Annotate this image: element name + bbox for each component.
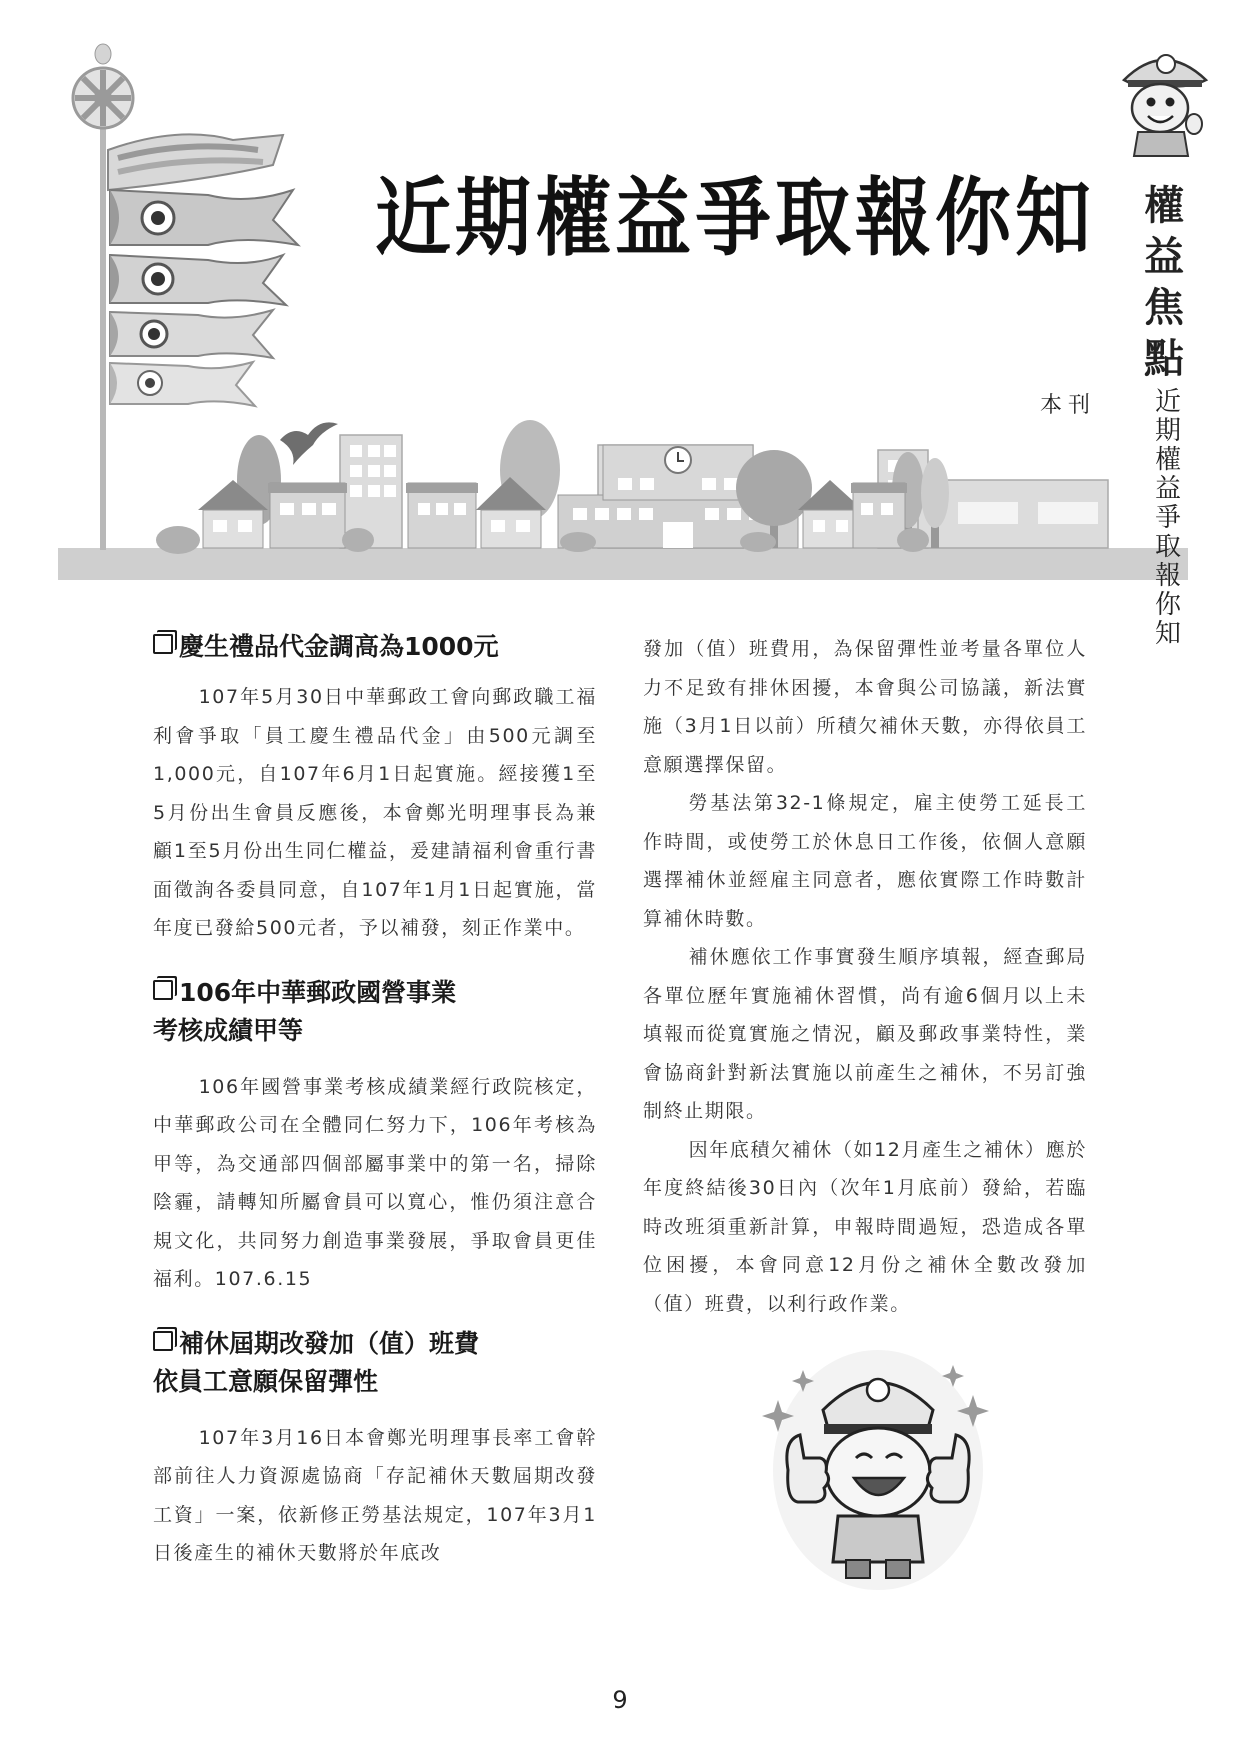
side-title-char: 近 xyxy=(1154,387,1181,417)
side-title-char: 取 xyxy=(1154,532,1181,562)
bird-icon xyxy=(280,422,338,465)
carp-flag-icon xyxy=(110,190,298,245)
header-illustration xyxy=(58,40,1188,590)
paragraph: 補休應依工作事實發生順序填報，經查郵局各單位歷年實施補休習慣，尚有逾6個月以上未填報而從寬實施之情況，顧及郵政事業特性，業會協商針對新法實施以前產生之補休，不另訂強制終止期限。 xyxy=(643,946,1087,1122)
pinwheel-icon xyxy=(73,44,133,128)
section-heading xyxy=(153,974,597,1050)
continued-paragraph: 發加（值）班費用，為保留彈性並考量各單位人力不足致有排休困擾，本會與公司協議，新法實施（3月1日以前）所積欠補休天數，亦得依員工意願選擇保留。 xyxy=(643,638,1087,776)
side-title-char: 你 xyxy=(1154,590,1181,620)
section-label xyxy=(1140,180,1188,384)
side-title-char: 權 xyxy=(1154,445,1181,475)
page-title: 近期權益爭取報你知 xyxy=(375,167,1095,268)
heading-text-line2: 考核成績甲等 xyxy=(153,1015,304,1045)
side-title-char: 期 xyxy=(1154,416,1181,446)
side-title-char: 報 xyxy=(1154,561,1181,591)
side-title-char: 爭 xyxy=(1154,503,1181,533)
section-heading xyxy=(153,1325,597,1401)
left-column xyxy=(153,628,597,1573)
carp-flag-icon xyxy=(110,362,255,406)
checkbox-bullet-icon xyxy=(153,1331,173,1351)
section-body: 106年國營事業考核成績業經行政院核定，中華郵政公司在全體同仁努力下，106年考核為甲等，為交通部四個部屬事業中的第一名，掃除陰霾，請轉知所屬會員可以寬心，惟仍須注意合規文化，共同努力創造事業發展，爭取會員更佳福利。107.6.15 xyxy=(153,1075,597,1290)
section-label-char: 益 xyxy=(1144,233,1184,280)
checkbox-bullet-icon xyxy=(153,634,173,654)
page-number: 9 xyxy=(612,1686,628,1714)
police-mascot-icon xyxy=(1118,46,1210,158)
house-icon xyxy=(406,483,478,548)
vertical-article-title xyxy=(1148,388,1188,649)
section-body: 107年3月16日本會鄭光明理事長率工會幹部前往人力資源處協商「存記補休天數屆期改發工資」一案，依新修正勞基法規定，107年3月1日後產生的補休天數將於年底改 xyxy=(153,1426,597,1564)
side-title-char: 知 xyxy=(1154,619,1181,649)
heading-text: 補休屆期改發加（值）班費 xyxy=(179,1328,480,1358)
ground-strip xyxy=(58,548,1188,580)
section-heading xyxy=(153,628,597,666)
section-label-char: 焦 xyxy=(1144,284,1184,331)
paragraph: 勞基法第32-1條規定，雇主使勞工延長工作時間，或使勞工於休息日工作後，依個人意願選擇補休並經雇主同意者，應依實際工作時數計算補休時數。 xyxy=(643,792,1087,930)
heading-text: 慶生禮品代金調高為1000元 xyxy=(179,632,499,661)
section-label-char: 權 xyxy=(1144,182,1184,229)
side-title-char: 益 xyxy=(1154,474,1181,504)
thumbs-up-mascot-icon xyxy=(758,1340,998,1590)
right-column xyxy=(643,630,1087,1323)
carp-flag-icon xyxy=(110,255,286,305)
carp-flag-icon xyxy=(110,310,273,358)
house-icon xyxy=(268,483,347,548)
heading-text: 106年中華郵政國營事業 xyxy=(179,977,457,1007)
section-body: 107年5月30日中華郵政工會向郵政職工福利會爭取「員工慶生禮品代金」由500元調至1,000元，自107年6月1日起實施。經接獲1至5月份出生會員反應後，本會鄭光明理事長為兼顧1至5月份出生同仁權益，爰建請福利會重行書面徵詢各委員同意，自107年1月1日起實施，當年度已發給500元者，予以補發，刻正作業中。 xyxy=(153,686,597,939)
section-label-char: 點 xyxy=(1144,335,1184,382)
byline: 本刊 xyxy=(1040,393,1097,418)
paragraph: 因年底積欠補休（如12月產生之補休）應於年度終結後30日內（次年1月底前）發給，若臨時改班須重新計算，申報時間過短，恐造成各單位困擾，本會同意12月份之補休全數改發加（值）班費，以利行政作業。 xyxy=(643,1138,1087,1315)
heading-text-line2: 依員工意願保留彈性 xyxy=(153,1366,379,1396)
checkbox-bullet-icon xyxy=(153,980,173,1000)
flag-pole xyxy=(100,95,106,550)
